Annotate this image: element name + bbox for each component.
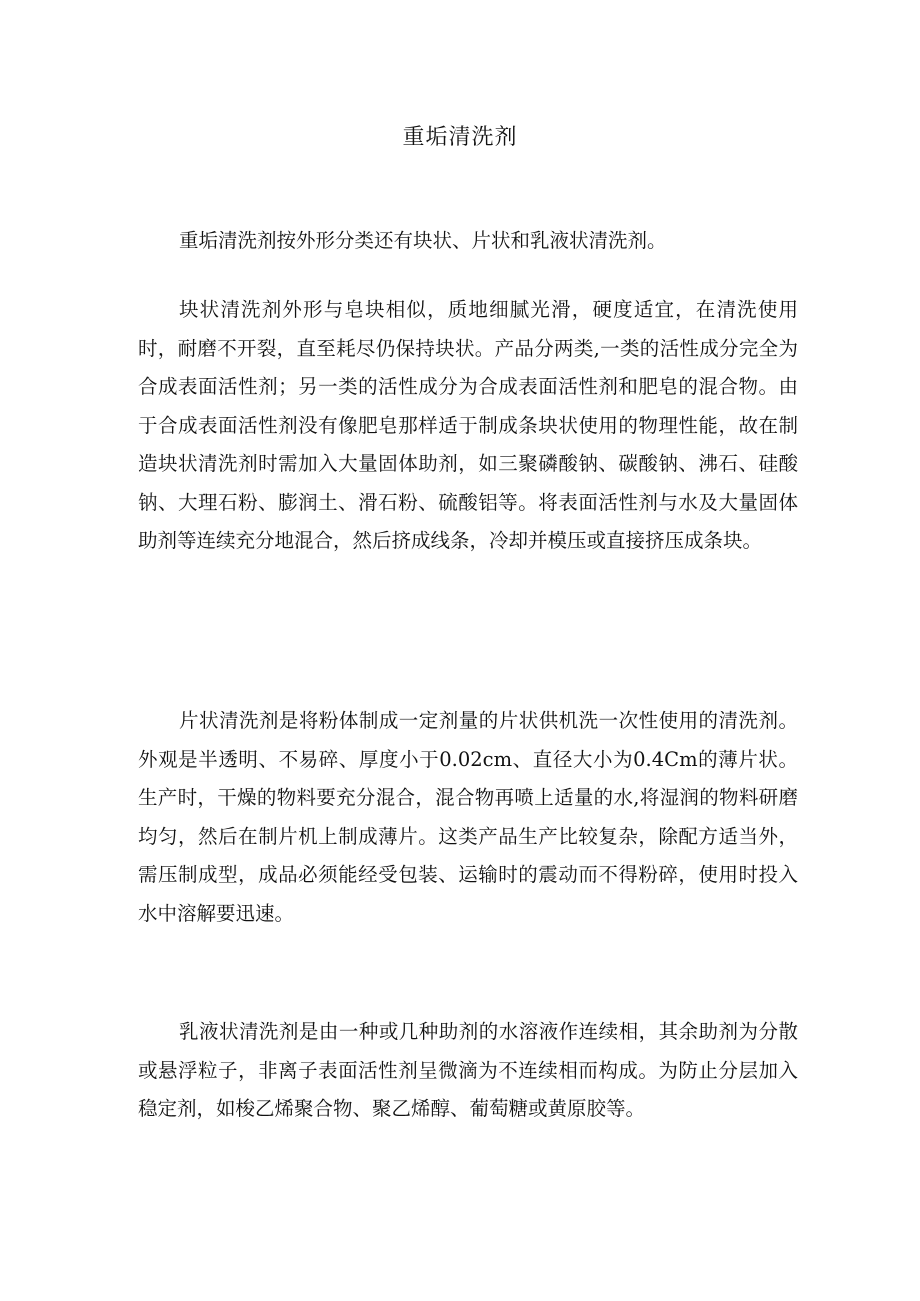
paragraph-emulsion-cleaner: 乳液状清洗剂是由一种或几种助剂的水溶液作连续相，其余助剂为分散或悬浮粒子，非离子表面活性剂呈微滴为不连续相而构成。为防止分层加入稳定剂，如梭乙烯聚合物、聚乙烯醇、葡萄糖或黄原胶等。 — [138, 1020, 798, 1120]
paragraph-block-cleaner: 块状清洗剂外形与皂块相似，质地细腻光滑，硬度适宜，在清洗使用时，耐磨不开裂，直至耗尽仍保持块状。产品分两类,一类的活性成分完全为合成表面活性剂；另一类的活性成分为合成表面活性剂和肥皂的混合物。由于合成表面活性剂没有像肥皂那样适于制成条块状使用的物理性能，故在制造块状清洗剂时需加入大量固体助剂，如三聚磷酸钠、碳酸钠、沸石、硅酸钠、大理石粉、膨润土、滑石粉、硫酸铝等。将表面活性剂与水及大量固体助剂等连续充分地混合，然后挤成线条，冷却并模压或直接挤压成条块。 — [138, 298, 798, 552]
paragraph-sheet-cleaner: 片状清洗剂是将粉体制成一定剂量的片状供机洗一次性使用的清洗剂。外观是半透明、不易碎、厚度小于0.02cm、直径大小为0.4Cm的薄片状。生产时，干燥的物料要充分混合，混合物再喷上适量的水,将湿润的物料研磨均匀，然后在制片机上制成薄片。这类产品生产比较复杂，除配方适当外，需压制成型，成品必须能经受包装、运输时的震动而不得粉碎，使用时投入水中溶解要迅速。 — [138, 709, 798, 925]
document-title: 重垢清洗剂 — [402, 125, 518, 150]
paragraph-intro: 重垢清洗剂按外形分类还有块状、片状和乳液状清洗剂。 — [179, 229, 667, 252]
